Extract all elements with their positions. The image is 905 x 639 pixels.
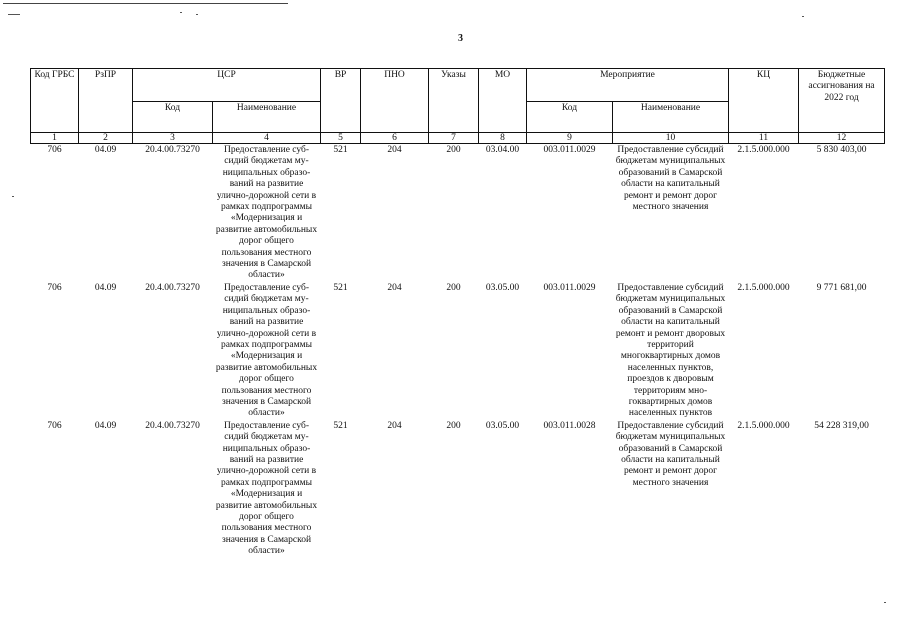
cell-vr: 521 bbox=[333, 282, 348, 293]
cell-kc: 2.1.5.000.000 bbox=[737, 145, 790, 155]
cell-ukazy: 200 bbox=[446, 420, 461, 431]
budget-table bbox=[30, 68, 885, 558]
column-number: 2 bbox=[79, 133, 133, 144]
header-csr-name: Наименование bbox=[213, 102, 321, 133]
header-grbs: Код ГРБС bbox=[31, 69, 79, 133]
cell-grbs: 706 bbox=[47, 420, 62, 431]
cell-ukazy: 200 bbox=[446, 282, 461, 293]
header-pno: ПНО bbox=[361, 69, 429, 133]
scan-speck bbox=[802, 16, 804, 17]
cell-mer-name: Предоставление субсидий бюджетам муниципальных образований в Самарской области на капитальный ремонт и ремонт дворовых территорий многоквартирных домов населенных пунктов, проездов к дворовым территориям многоквартирных домов населенных пунктов bbox=[615, 282, 726, 419]
cell-amount: 54 228 319,00 bbox=[814, 420, 869, 431]
scan-speck bbox=[12, 196, 14, 197]
scan-speck bbox=[884, 602, 886, 603]
cell-grbs: 706 bbox=[47, 282, 62, 293]
cell-mer-code: 003.011.0029 bbox=[543, 145, 596, 155]
scan-top-rule bbox=[3, 3, 288, 4]
cell-rzpr: 04.09 bbox=[94, 420, 117, 431]
cell-kc: 2.1.5.000.000 bbox=[737, 420, 790, 431]
cell-rzpr: 04.09 bbox=[94, 145, 117, 155]
cell-mer-name: Предоставление субсидий бюджетам муниципальных образований в Самарской области на капитальный ремонт и ремонт дорог местного значения bbox=[615, 420, 726, 488]
header-mo: МО bbox=[479, 69, 527, 133]
column-number: 4 bbox=[213, 133, 321, 144]
column-number: 9 bbox=[527, 133, 613, 144]
header-csr-code: Код bbox=[133, 102, 213, 133]
cell-mer-name: Предоставление субсидий бюджетам муниципальных образований в Самарской области на капитальный ремонт и ремонт дорог местного значения bbox=[615, 145, 726, 213]
cell-mer-code: 003.011.0028 bbox=[543, 420, 596, 431]
cell-pno: 204 bbox=[387, 145, 402, 155]
cell-mo: 03.04.00 bbox=[485, 145, 520, 155]
header-mer-code: Код bbox=[527, 102, 613, 133]
header-rzpr: РзПР bbox=[79, 69, 133, 133]
cell-amount: 9 771 681,00 bbox=[816, 282, 867, 293]
column-number: 11 bbox=[729, 133, 799, 144]
column-number: 3 bbox=[133, 133, 213, 144]
cell-pno: 204 bbox=[387, 282, 402, 293]
cell-vr: 521 bbox=[333, 420, 348, 431]
cell-csr-code: 20.4.00.73270 bbox=[145, 282, 200, 293]
cell-mer-code: 003.011.0029 bbox=[543, 282, 596, 293]
header-kc: КЦ bbox=[729, 69, 799, 133]
header-mer-name: Наименование bbox=[613, 102, 729, 133]
column-number: 10 bbox=[613, 133, 729, 144]
column-number: 1 bbox=[31, 133, 79, 144]
header-budget: Бюджетные ассигнования на 2022 год bbox=[799, 69, 885, 133]
cell-vr: 521 bbox=[333, 145, 348, 155]
header-vr: ВР bbox=[321, 69, 361, 133]
page-number: 3 bbox=[458, 33, 463, 44]
cell-rzpr: 04.09 bbox=[94, 282, 117, 293]
scan-speck bbox=[8, 14, 20, 15]
cell-pno: 204 bbox=[387, 420, 402, 431]
cell-csr-name: Предоставление субсидий бюджетам муниципальных образований на развитие улично-дорожной сети в рамках подпрограммы «Модернизация и развитие автомобильных дорог общего пользования местного значения в Самарской области» bbox=[215, 420, 318, 557]
header-meropriyatie: Мероприятие bbox=[527, 69, 729, 102]
header-csr: ЦСР bbox=[133, 69, 321, 102]
cell-grbs: 706 bbox=[47, 145, 62, 155]
table-row bbox=[31, 420, 885, 558]
cell-csr-name: Предоставление субсидий бюджетам муниципальных образований на развитие улично-дорожной сети в рамках подпрограммы «Модернизация и развитие автомобильных дорог общего пользования местного значения в Самарской области» bbox=[215, 145, 318, 281]
column-number: 5 bbox=[321, 133, 361, 144]
cell-mo: 03.05.00 bbox=[485, 282, 520, 293]
table-row bbox=[31, 282, 885, 420]
column-number: 7 bbox=[429, 133, 479, 144]
cell-csr-code: 20.4.00.73270 bbox=[145, 420, 200, 431]
cell-amount: 5 830 403,00 bbox=[816, 145, 867, 155]
cell-kc: 2.1.5.000.000 bbox=[737, 282, 790, 293]
scan-speck bbox=[196, 14, 198, 15]
column-number: 12 bbox=[799, 133, 885, 144]
header-ukazy: Указы bbox=[429, 69, 479, 133]
column-number: 8 bbox=[479, 133, 527, 144]
column-number: 6 bbox=[361, 133, 429, 144]
cell-csr-code: 20.4.00.73270 bbox=[145, 145, 200, 155]
table-row bbox=[31, 144, 885, 282]
cell-mo: 03.05.00 bbox=[485, 420, 520, 431]
cell-csr-name: Предоставление субсидий бюджетам муниципальных образований на развитие улично-дорожной сети в рамках подпрограммы «Модернизация и развитие автомобильных дорог общего пользования местного значения в Самарской области» bbox=[215, 282, 318, 419]
scan-speck bbox=[180, 12, 182, 13]
cell-ukazy: 200 bbox=[446, 145, 461, 155]
